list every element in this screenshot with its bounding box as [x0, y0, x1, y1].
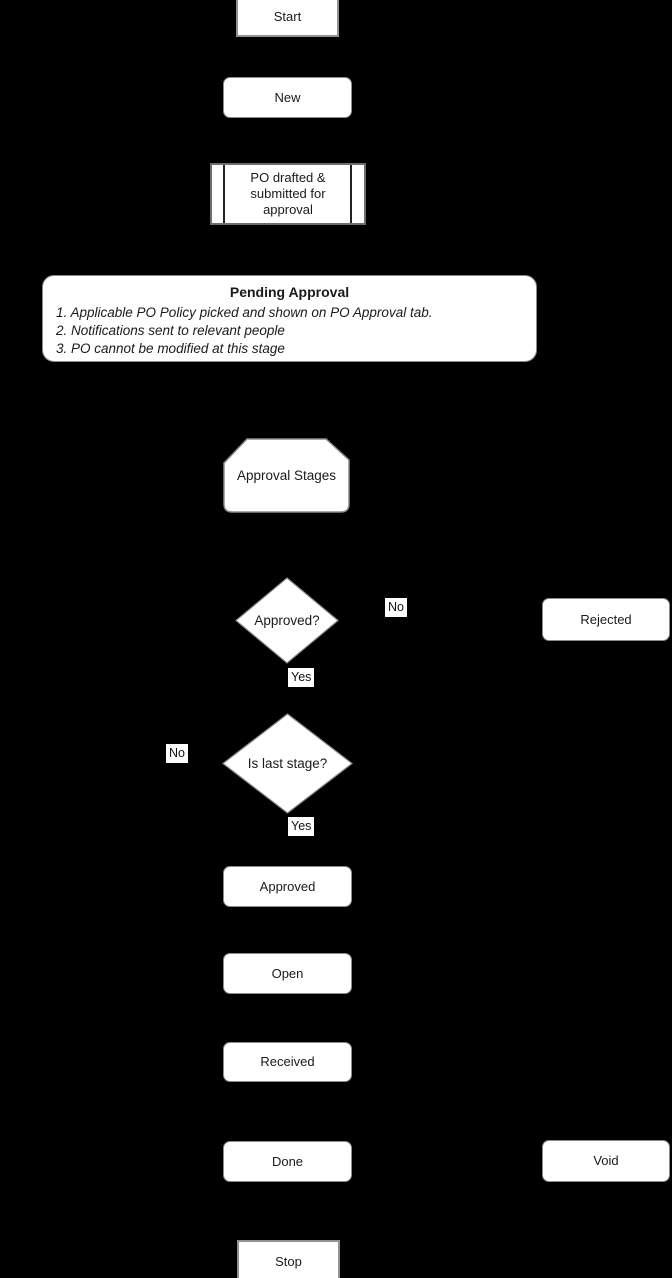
pending-approval-items	[43, 304, 536, 358]
node-done	[223, 1141, 352, 1182]
node-approved-decision	[235, 577, 339, 664]
node-is-last-stage-decision	[222, 713, 353, 814]
node-start-label: Start	[273, 8, 302, 24]
node-approved-decision-label: Approved?	[254, 612, 320, 628]
node-void	[542, 1140, 670, 1182]
node-rejected	[542, 598, 670, 641]
node-approval-stages	[223, 438, 350, 513]
node-stop	[237, 1240, 340, 1278]
node-done-label: Done	[271, 1153, 304, 1169]
node-approved-label: Approved	[259, 878, 316, 894]
edge-label-no: No	[166, 744, 188, 763]
node-open	[223, 953, 352, 994]
node-received-label: Received	[260, 1054, 315, 1069]
subprocess-right-bar	[350, 165, 352, 223]
node-approval-stages-label: Approval Stages	[236, 467, 337, 483]
pending-approval-item: 1. Applicable PO Policy picked and shown on PO Approval tab.	[56, 305, 433, 320]
node-received	[223, 1042, 352, 1082]
pending-approval-item: 2. Notifications sent to relevant people	[56, 323, 285, 338]
node-po-drafted-subprocess	[210, 163, 366, 225]
pending-approval-item: 3. PO cannot be modified at this stage	[56, 341, 285, 356]
edge-label-yes: Yes	[288, 817, 314, 836]
node-rejected-label: Rejected	[580, 611, 632, 627]
node-is-last-stage-decision-label: Is last stage?	[247, 755, 328, 771]
node-start	[236, 0, 339, 37]
subprocess-left-bar	[223, 165, 225, 223]
node-void-label: Void	[593, 1153, 619, 1168]
node-pending-approval-note	[42, 275, 537, 362]
node-stop-label: Stop	[275, 1254, 302, 1269]
node-open-label: Open	[271, 965, 304, 981]
node-new	[223, 77, 352, 118]
edge-label-no: No	[385, 598, 407, 617]
node-new-label: New	[274, 89, 301, 105]
node-po-drafted-label: PO drafted & submitted for approval	[250, 170, 326, 217]
pending-approval-title: Pending Approval	[229, 284, 350, 300]
edge-label-yes: Yes	[288, 668, 314, 687]
node-approved	[223, 866, 352, 907]
